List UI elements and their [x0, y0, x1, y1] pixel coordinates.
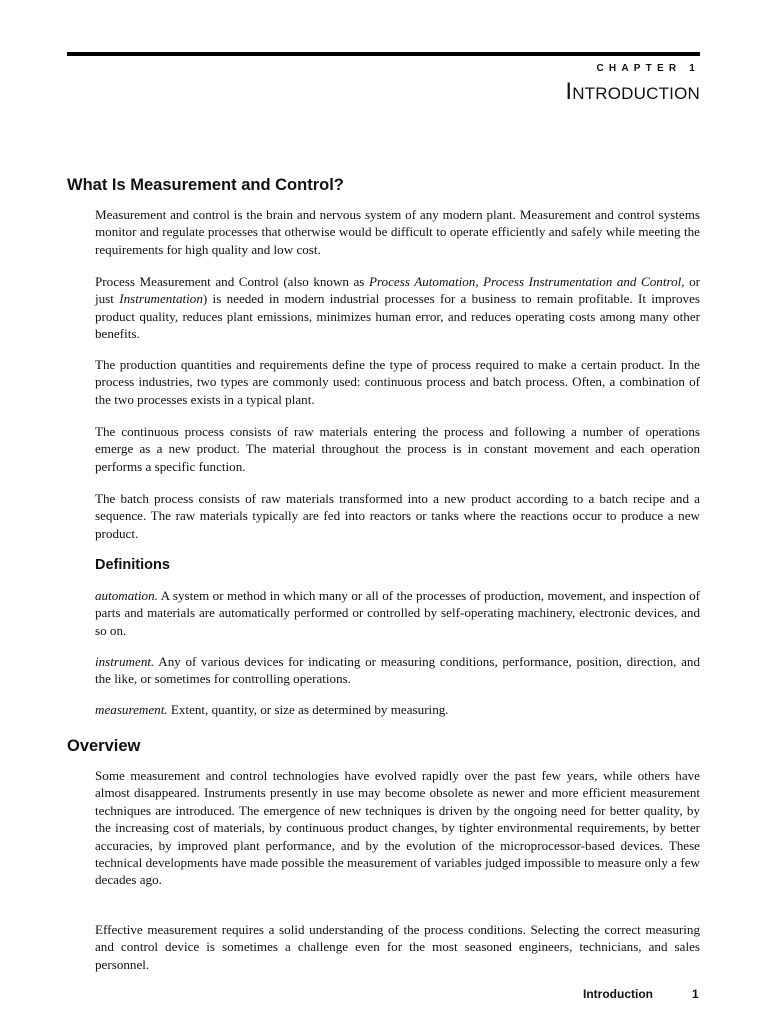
subsection-heading-definitions: Definitions [95, 557, 170, 573]
paragraph: The continuous process consists of raw materials entering the process and following a number of operations emerge as a new product. The material throughout the process is in constant movement and each operation performs a specific function. [95, 424, 700, 474]
header-rule [67, 52, 700, 56]
paragraph: The batch process consists of raw materials transformed into a new product according to a batch recipe and a sequence. The raw materials typically are fed into reactors or tanks where the reactions occur to produce a new product. [95, 491, 700, 541]
footer-running-title: Introduction [583, 987, 653, 1001]
definition-item: instrument. Any of various devices for indicating or measuring conditions, performance, position, direction, and the like, or sometimes for controlling operations. [95, 654, 700, 687]
paragraph: The production quantities and requirements define the type of process required to make a certain product. In the process industries, two types are commonly used: continuous process and batch process. Often, a combination of the two processes exists in a typical plant. [95, 357, 700, 407]
section-heading-overview: Overview [67, 737, 141, 755]
paragraph: Some measurement and control technologies have evolved rapidly over the past few years, while others have almost disappeared. Instruments presently in use may become obsolete as newer and more efficient measurement techniques are introduced. The emergence of new techniques is driven by the ongoing need for better quality, by the increasing cost of materials, by continuous product changes, by tighter environmental requirements, by better accuracies, by improved plant performance, and by the evolution of the microprocessor-based devices. These technical developments have made possible the measurement of variables judged impossible to measure only a few decades ago. [95, 768, 700, 888]
chapter-title: Introduction [565, 78, 700, 105]
definition-term: measurement. [95, 702, 168, 717]
definition-item: measurement. Extent, quantity, or size as determined by measuring. [95, 702, 449, 717]
definition-term: automation. [95, 588, 158, 603]
chapter-label: CHAPTER 1 [596, 63, 700, 74]
definition-item: automation. A system or method in which many or all of the processes of production, movement, and inspection of parts and materials are automatically performed or controlled by self-operating machinery, electronic devices, and so on. [95, 588, 700, 638]
paragraph: Process Measurement and Control (also known as Process Automation, Process Instrumentation and Control, or just Instrumentation) is needed in modern industrial processes for a business to remain profitable. It improves product quality, reduces plant emissions, minimizes human error, and reduces operating costs among many other benefits. [95, 274, 700, 342]
definition-term: instrument. [95, 654, 155, 669]
page-number: 1 [692, 987, 699, 1001]
section-heading-measurement-control: What Is Measurement and Control? [67, 176, 344, 194]
paragraph: Effective measurement requires a solid understanding of the process conditions. Selecting the correct measuring and control device is sometimes a challenge even for the most seasoned engineers, technicians, and sales personnel. [95, 922, 700, 972]
paragraph: Measurement and control is the brain and nervous system of any modern plant. Measurement and control systems monitor and regulate processes that otherwise would be difficult to operate efficiently and safely while meeting the requirements for high quality and low cost. [95, 207, 700, 257]
